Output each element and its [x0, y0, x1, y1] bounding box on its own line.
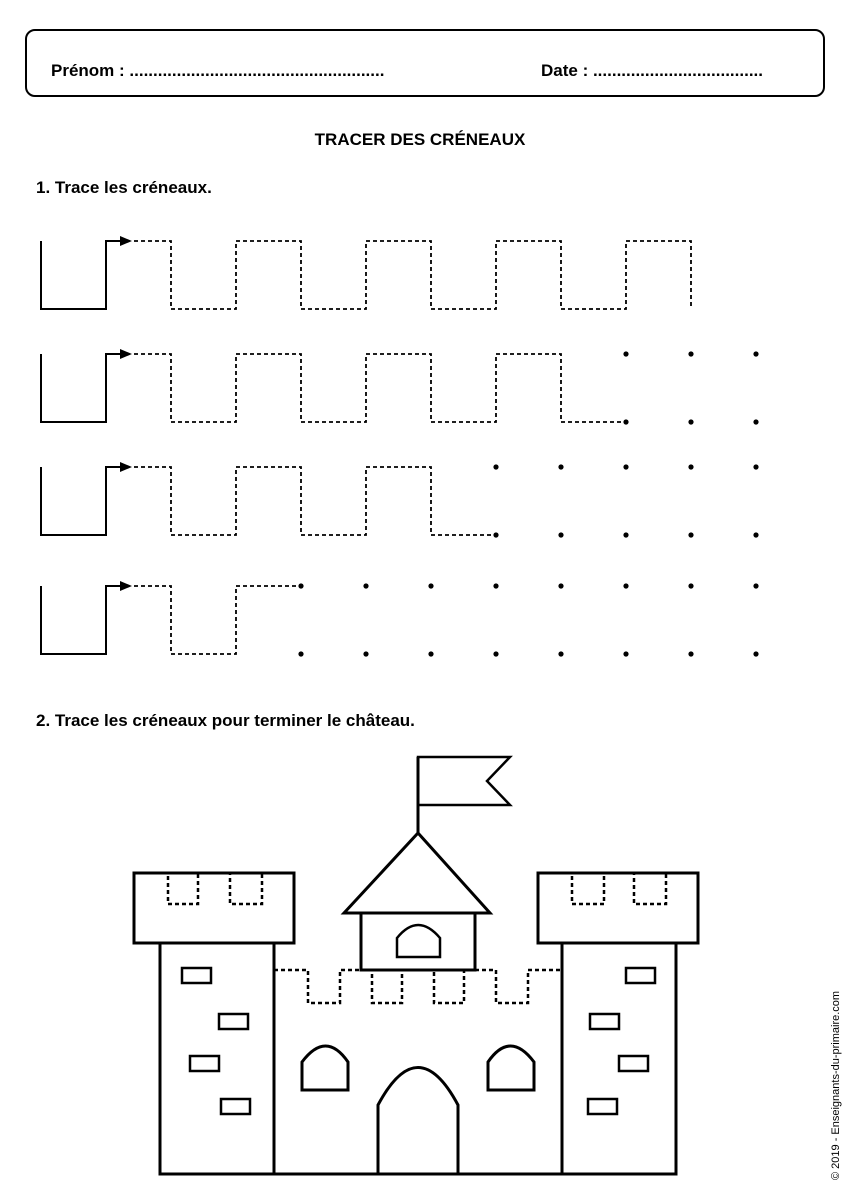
model-crenel	[41, 241, 124, 309]
model-crenel	[41, 467, 124, 535]
guide-dot	[493, 464, 498, 469]
guide-dot	[688, 419, 693, 424]
prenom-field[interactable]: Prénom : ......................................................	[51, 61, 385, 80]
dashed-guide	[134, 354, 626, 422]
start-arrow-icon	[120, 349, 132, 359]
guide-dot	[428, 651, 433, 656]
guide-dot	[623, 532, 628, 537]
guide-dot	[623, 351, 628, 356]
worksheet-title: TRACER DES CRÉNEAUX	[314, 130, 526, 149]
guide-dot	[688, 583, 693, 588]
copyright-credit: © 2019 - Enseignants-du-primaire.com	[830, 990, 842, 1180]
guide-dot	[493, 583, 498, 588]
tracing-rows	[41, 236, 759, 657]
dashed-guide	[134, 241, 691, 309]
guide-dot	[298, 583, 303, 588]
guide-dot	[623, 419, 628, 424]
guide-dot	[623, 583, 628, 588]
left-window	[302, 1046, 348, 1090]
left-tower-body	[160, 943, 274, 1174]
flag	[418, 757, 510, 805]
central-wall-crenels	[274, 970, 562, 1003]
exercise-1-instruction: 1. Trace les créneaux.	[36, 178, 212, 197]
start-arrow-icon	[120, 581, 132, 591]
right-window	[488, 1046, 534, 1090]
guide-dot	[363, 651, 368, 656]
guide-dot	[753, 351, 758, 356]
date-field[interactable]: Date : ....................................	[541, 61, 763, 80]
guide-dot	[298, 651, 303, 656]
guide-dot	[428, 583, 433, 588]
guide-dot	[623, 651, 628, 656]
guide-dot	[493, 651, 498, 656]
guide-dot	[753, 419, 758, 424]
guide-dot	[688, 351, 693, 356]
guide-dot	[753, 532, 758, 537]
guide-dot	[753, 464, 758, 469]
left-tower-top	[134, 873, 294, 943]
guide-dot	[753, 651, 758, 656]
castle-drawing	[134, 757, 698, 1174]
guide-dot	[558, 583, 563, 588]
guide-dot	[493, 532, 498, 537]
castle-door	[378, 1068, 458, 1175]
model-crenel	[41, 586, 124, 654]
guide-dot	[558, 532, 563, 537]
guide-dot	[688, 651, 693, 656]
guide-dot	[623, 464, 628, 469]
guide-dot	[753, 583, 758, 588]
start-arrow-icon	[120, 236, 132, 246]
exercise-2-instruction: 2. Trace les créneaux pour terminer le château.	[36, 711, 415, 730]
guide-dot	[558, 464, 563, 469]
guide-dot	[688, 464, 693, 469]
guide-dot	[558, 651, 563, 656]
keep-body	[361, 913, 475, 970]
right-tower-top	[538, 873, 698, 943]
keep-roof	[344, 833, 490, 913]
guide-dot	[688, 532, 693, 537]
model-crenel	[41, 354, 124, 422]
start-arrow-icon	[120, 462, 132, 472]
guide-dot	[363, 583, 368, 588]
dashed-guide	[134, 467, 496, 535]
dashed-guide	[134, 586, 301, 654]
